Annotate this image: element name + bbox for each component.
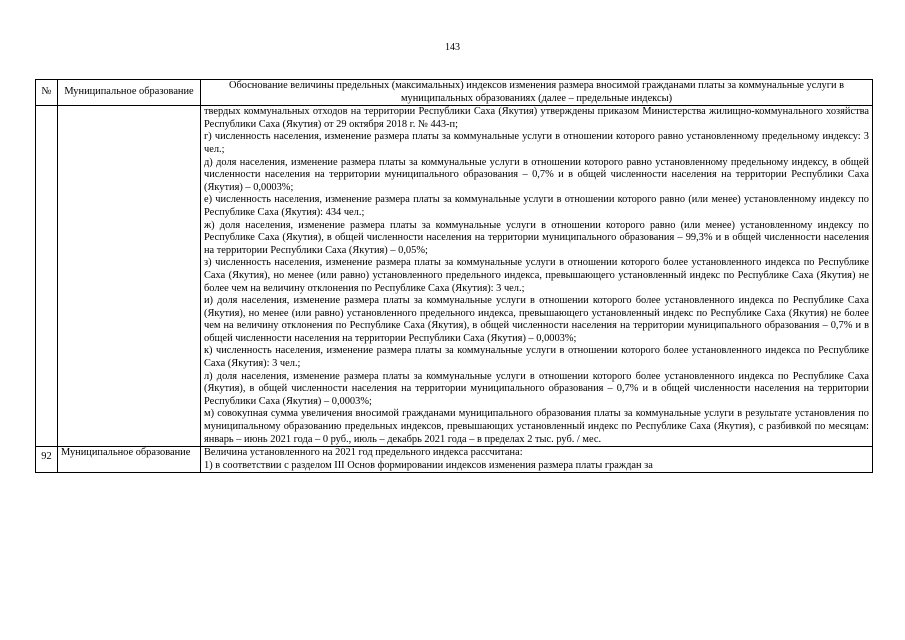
header-justification: Обоснование величины предельных (максимальных) индексов изменения размера вносимой гражданами платы за коммунальные услуги в муниципальных образованиях (далее – предельные индексы) bbox=[201, 80, 873, 106]
municipality-cell bbox=[58, 106, 201, 447]
paragraph: ж) доля населения, изменение размера платы за коммунальные услуги в отношении которого равно (или менее) установленному индексу по Республике Саха (Якутия), в общей численности населения на территории муниципального образования – 99,3% и в общей численности населения на территории Республики Саха (Якутия) – 0,05%; bbox=[204, 219, 869, 256]
index-justification-table bbox=[35, 79, 873, 473]
paragraph: твердых коммунальных отходов на территории Республики Саха (Якутия) утверждены приказом Министерства жилищно-коммунального хозяйства Республики Саха (Якутия) от 29 октября 2018 г. № 443-п; bbox=[204, 106, 869, 130]
paragraph: Величина установленного на 2021 год предельного индекса рассчитана: bbox=[204, 447, 523, 459]
justification-cell bbox=[201, 447, 873, 473]
table-row bbox=[36, 447, 873, 473]
row-number-cell bbox=[36, 106, 58, 447]
justification-cell bbox=[201, 106, 873, 447]
paragraph: г) численность населения, изменение размера платы за коммунальные услуги в отношении которого равно установленному предельному индексу: 3 чел.; bbox=[204, 131, 869, 155]
header-municipality: Муниципальное образование bbox=[58, 80, 201, 106]
paragraph: к) численность населения, изменение размера платы за коммунальные услуги в отношении которого более установленного индекса по Республике Саха (Якутия): 3 чел.; bbox=[204, 345, 869, 370]
paragraph: л) доля населения, изменение размера платы за коммунальные услуги в отношении которого более установленного индекса по Республике Саха (Якутия), в общей численности населения на территории муниципального образования – 0,7% и в общей численности населения на территории Республики Саха (Якутия) – 0,0003%; bbox=[204, 370, 869, 407]
paragraph: д) доля населения, изменение размера платы за коммунальные услуги в отношении которого равно установленному предельному индексу, в общей численности населения на территории муниципального образования – 0,7% и в общей численности населения на территории Республики Саха (Якутия) – 0,0003%; bbox=[204, 156, 869, 193]
table-row bbox=[36, 106, 873, 447]
paragraph: з) численность населения, изменение размера платы за коммунальные услуги в отношении которого более установленного индекса по Республике Саха (Якутия), но менее (или равно) установленного предельного индекса, превышающего установленный индекс по Республике Саха (Якутия) не более чем на величину отклонения по Республике Саха (Якутия): 3 чел.; bbox=[204, 257, 869, 294]
municipality-cell: Муниципальное образование bbox=[58, 447, 201, 473]
page-number: 143 bbox=[445, 42, 460, 53]
row-number-cell: 92 bbox=[36, 447, 58, 473]
table-header-row bbox=[36, 80, 873, 106]
paragraph: 1) в соответствии с разделом III Основ формировании индексов изменения размера платы граждан за bbox=[204, 459, 653, 471]
paragraph: е) численность населения, изменение размера платы за коммунальные услуги в отношении которого равно (или менее) установленному индексу по Республике Саха (Якутия): 434 чел.; bbox=[204, 194, 869, 218]
paragraph: м) совокупная сумма увеличения вносимой гражданами муниципального образования платы за коммунальные услуги в результате установления по муниципальному образованию предельных индексов, превышающих установленный индекс по Республике Саха (Якутия), с разбивкой по месяцам: январь – июнь 2021 года – 0 руб., июль – декабрь 2021 года – в пределах 2 тыс. руб. / мес. bbox=[204, 408, 869, 445]
paragraph: и) доля населения, изменение размера платы за коммунальные услуги в отношении которого более установленного индекса по Республике Саха (Якутия), но менее (или равно) установленного предельного индекса, превышающего установленный индекс по Республике Саха (Якутия) не более чем на величину отклонения по Республике Саха (Якутия), в общей численности населения на территории муниципального образования – 0,7% и в общей численности населения на территории Республики Саха (Якутия) – 0,0003%; bbox=[204, 295, 869, 344]
header-number: № bbox=[36, 80, 58, 106]
